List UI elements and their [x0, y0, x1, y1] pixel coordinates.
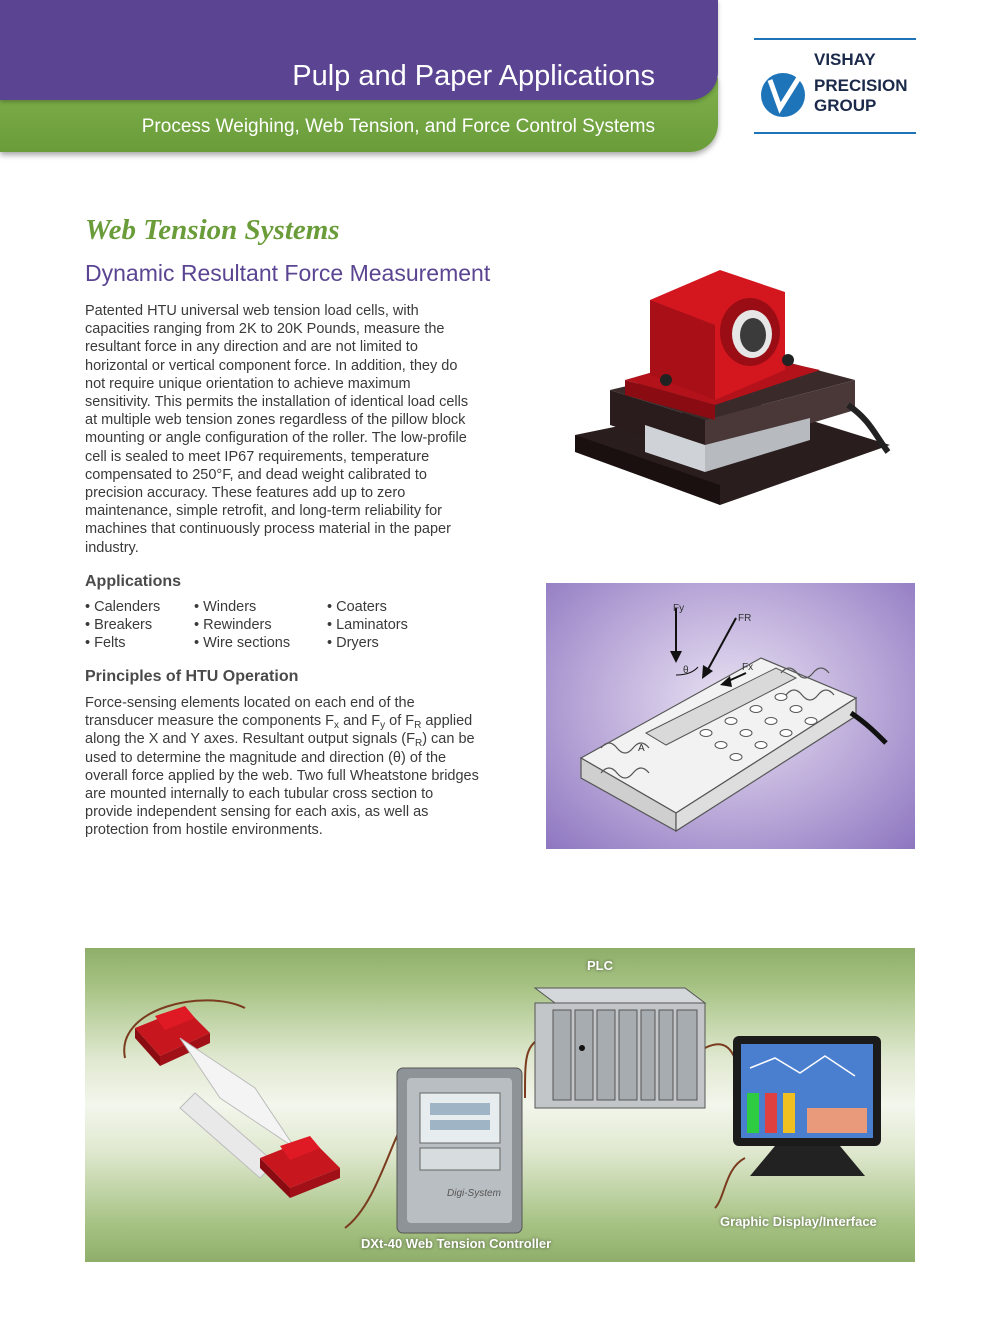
- intro-paragraph: Patented HTU universal web tension load cells, with capacities ranging from 2K to 20K Pounds, measure the resultant force in any direction and are not limited to horizontal or vertical component force. In addition, they do not require unique orientation to achieve maximum sensitivity. This permits the installation of identical load cells at multiple web tension zones regardless of the pillow block mounting or angle configuration of the roller. The low-profile cell is sealed to meet IP67 requirements, temperature compensated to 250°F, and dead weight calibrated to precision accuracy. These features add up to zero maintenance, simple retrofit, and long-term reliability for machines that continuously process material in the paper industry.: [85, 303, 469, 556]
- section-subtitle: Dynamic Resultant Force Measurement: [85, 260, 491, 286]
- load-cell-pair: [135, 1006, 340, 1198]
- applications-column-3: [327, 598, 408, 653]
- list-item: • Dryers: [327, 635, 379, 652]
- theta-label: θ: [683, 665, 689, 676]
- plc-label: PLC: [587, 958, 613, 973]
- principles-heading: Principles of HTU Operation: [85, 668, 299, 685]
- fy-label: Fy: [673, 603, 685, 614]
- display-label: Graphic Display/Interface: [720, 1214, 877, 1229]
- list-item: • Calenders: [85, 599, 161, 615]
- logo-line1: VISHAY: [814, 50, 876, 69]
- plc-unit: [535, 988, 705, 1108]
- principles-text: Force-sensing elements located on each end of the transducer measure the components F: [85, 695, 415, 730]
- htu-force-diagram: [546, 583, 915, 849]
- list-item: • Coaters: [327, 599, 387, 615]
- principles-text: and F: [339, 713, 381, 730]
- list-item: • Wire sections: [194, 635, 291, 652]
- subscript: R: [414, 720, 422, 732]
- section-title: Web Tension Systems: [85, 214, 340, 246]
- applications-heading: Applications: [85, 573, 182, 590]
- logo-line2: PRECISION: [814, 76, 908, 95]
- logo-mark-icon: [760, 72, 806, 118]
- web-tension-system-diagram: [85, 948, 915, 1262]
- vishay-logo: [754, 38, 916, 134]
- logo-line3: GROUP: [814, 96, 877, 115]
- list-item: • Breakers: [85, 617, 153, 634]
- fx-label: Fx: [742, 662, 754, 673]
- controller-brand: Digi-System: [447, 1188, 501, 1199]
- list-item: • Rewinders: [194, 617, 272, 634]
- htu-load-cell-photo: [570, 240, 900, 510]
- logo-top-rule: [754, 38, 916, 40]
- principles-text: applied along the X and Y axes. Resultant output signals (F: [85, 713, 473, 748]
- logo-bottom-rule: [754, 132, 916, 134]
- page-subtitle: Process Weighing, Web Tension, and Force Control Systems: [141, 116, 655, 137]
- a-label: A: [638, 743, 645, 754]
- list-item: • Laminators: [327, 617, 408, 634]
- principles-text: ) can be used to determine the magnitude and direction (θ) of the overall force applied by the web. Two full Wheatstone bridges are mounted internally to each tubular cross section to provide independent sensing for each axis, as well as protection from hostile environments.: [85, 731, 479, 839]
- list-item: • Felts: [85, 635, 126, 652]
- fr-label: FR: [738, 613, 752, 624]
- applications-column-1: [85, 598, 160, 653]
- list-item: • Winders: [194, 599, 257, 615]
- applications-column-2: [194, 598, 290, 653]
- controller-label: DXt-40 Web Tension Controller: [361, 1236, 552, 1251]
- page-title: Pulp and Paper Applications: [292, 60, 655, 92]
- controller-unit: [397, 1068, 522, 1233]
- subscript: x: [334, 720, 340, 732]
- principles-paragraph: [85, 694, 480, 840]
- subscript: R: [414, 738, 423, 750]
- subscript: y: [380, 720, 386, 732]
- display-monitor: [733, 1036, 881, 1176]
- principles-text: of F: [385, 713, 415, 730]
